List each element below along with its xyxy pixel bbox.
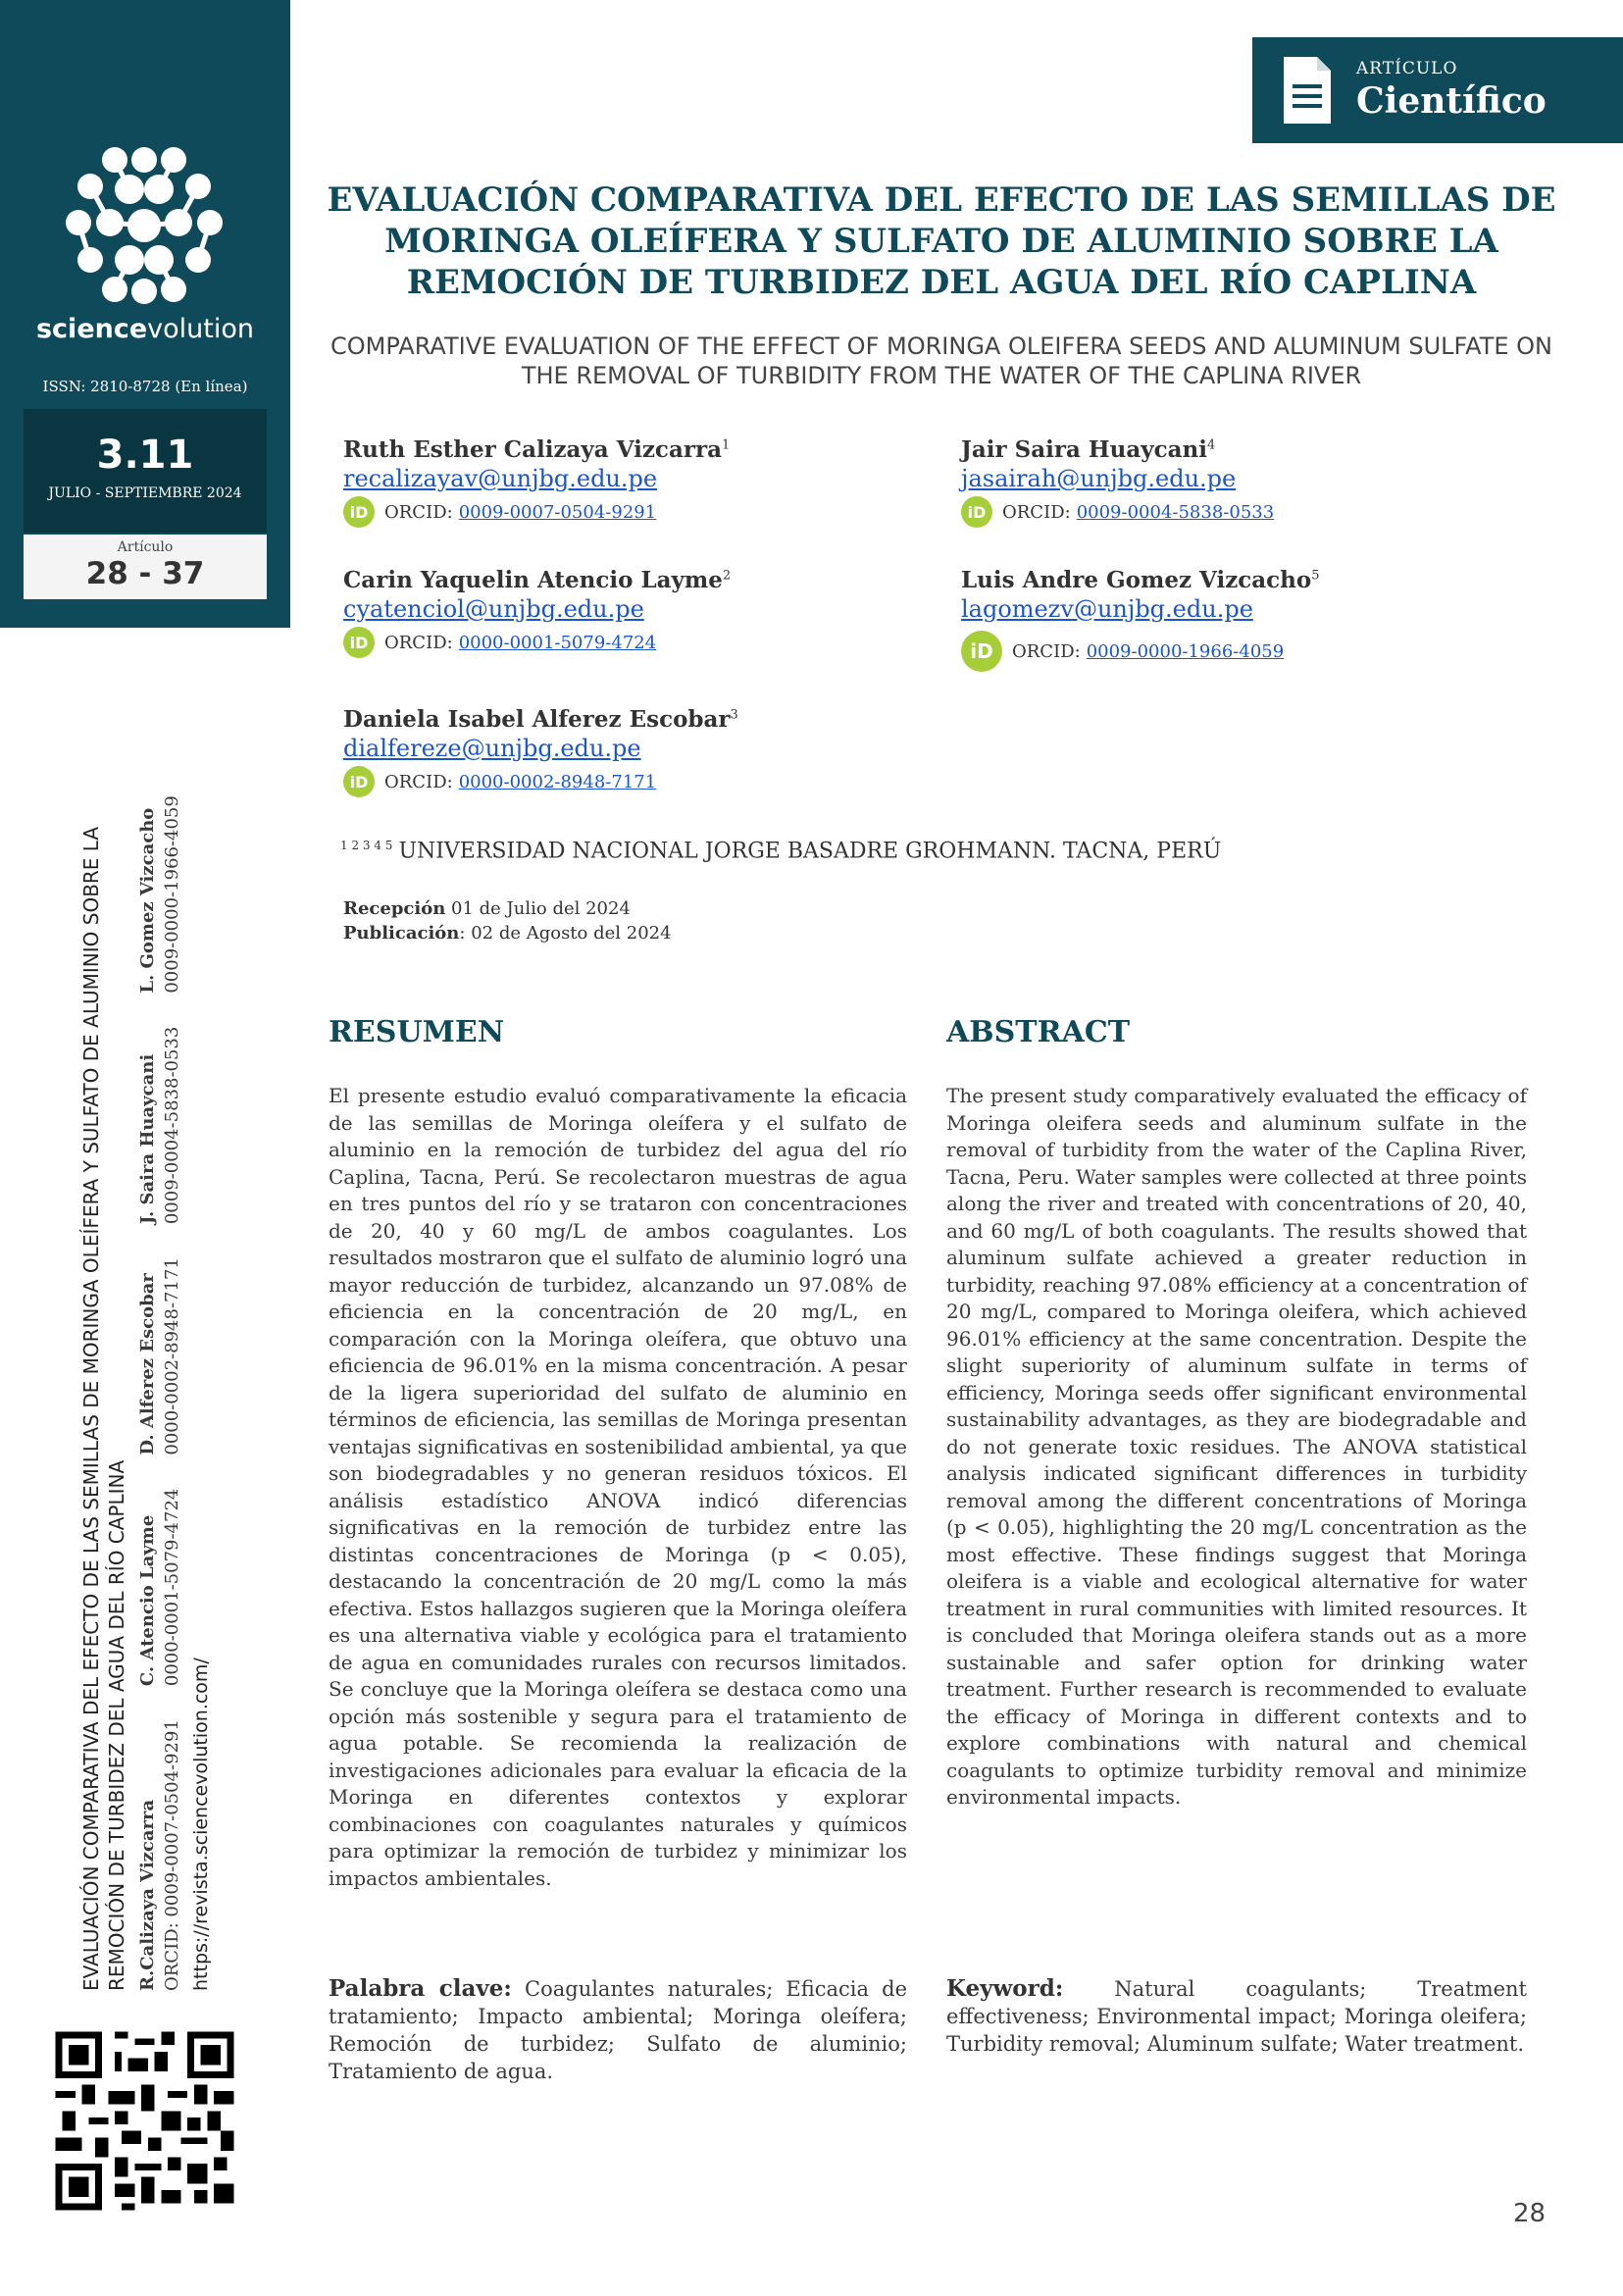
orcid-row: iD ORCID: 0009-0000-1966-4059 (961, 631, 1320, 672)
volume-period: JULIO - SEPTIEMBRE 2024 (48, 485, 242, 501)
badge-type-small: ARTÍCULO (1356, 59, 1458, 78)
article-subtitle: COMPARATIVE EVALUATION OF THE EFFECT OF MORINGA OLEIFERA SEEDS AND ALUMINUM SULFATE ON THE REMOVAL OF TURBIDITY FROM THE WATER OF THE CAPLINA RIVER (330, 332, 1552, 389)
publication-date: Publicación: 02 de Agosto del 2024 (343, 923, 672, 944)
journal-url-link[interactable]: https://revista.sciencevolution.com/ (190, 1658, 212, 1991)
issn: ISSN: 2810-8728 (En línea) (42, 378, 248, 395)
author-name: Carin Yaquelin Atencio Layme$^2$ (343, 567, 732, 593)
abstract-keywords: Keyword: Natural coagulants; Treatment effectiveness; Environmental impact; Moringa oleifera; Turbidity removal; Aluminum sulfate; Water treatment. (946, 1975, 1527, 2056)
orcid-icon: iD (343, 766, 375, 797)
orcid-link[interactable]: 0009-0000-1966-4059 (1086, 640, 1285, 662)
vertical-author: C. Atencio Layme 0000-0001-5079-4724 (137, 1488, 182, 1687)
author-block (343, 706, 738, 797)
abstract-heading: ABSTRACT (946, 1015, 1131, 1049)
orcid-row: iD ORCID: 0000-0001-5079-4724 (343, 627, 731, 658)
orcid-icon: iD (961, 631, 1002, 672)
article-pages: 28 - 37 (85, 556, 205, 591)
article-type-badge (1252, 37, 1623, 143)
author-name: Luis Andre Gomez Vizcacho$^5$ (961, 567, 1320, 593)
article-dates (343, 896, 672, 945)
vertical-authors (135, 657, 184, 1991)
journal-sidebar (0, 0, 290, 628)
molecule-logo-icon (61, 142, 228, 309)
qr-code-icon[interactable] (49, 2025, 240, 2217)
vertical-author: D. Alferez Escobar 0000-0002-8948-7171 (137, 1257, 182, 1455)
document-icon (1280, 55, 1335, 126)
abstract-text: The present study comparatively evaluated the efficacy of Moringa oleifera seeds and aluminum sulfate in the removal of turbidity from the water of the Caplina River, Tacna, Peru. Water samples were collected at three points along the river and treated with concentrations of 20, 40, and 60 mg/L of both coagulants. The results showed that aluminum sulfate achieved a greater reduction in turbidity, reaching 97.08% efficiency at a concentration of 20 mg/L, compared to Moringa oleifera, which achieved 96.01% efficiency at the same concentration. Despite the slight superiority of aluminum sulfate in terms of efficiency, Moringa seeds offer significant environmental sustainability advantages, as they are biodegradable and do not generate toxic residues. The ANOVA statistical analysis indicated significant differences in turbidity removal among the different concentrations of Moringa (p < 0.05), highlighting the 20 mg/L concentration as the most effective. These findings suggest that Moringa oleifera is a viable and ecological alternative for water treatment in rural communities with limited resources. It is concluded that Moringa oleifera stands out as a more sustainable and safer option for drinking water treatment. Further research is recommended to evaluate the efficacy of Moringa in different contexts and to explore combinations with natural and chemical coagulants to optimize turbidity removal and minimize environmental impacts. (946, 1084, 1527, 1809)
orcid-row: iD ORCID: 0009-0007-0504-9291 (343, 496, 730, 528)
orcid-icon: iD (343, 496, 375, 528)
orcid-icon: iD (961, 496, 992, 528)
vertical-author: L. Gomez Vizcacho 0009-0000-1966-4059 (137, 795, 182, 994)
vertical-title-line2: REMOCIÓN DE TURBIDEZ DEL AGUA DEL RÍO CAPLINA (105, 1459, 128, 1991)
author-email-link[interactable]: lagomezv@unjbg.edu.pe (961, 595, 1253, 623)
volume-number: 3.11 (96, 433, 194, 478)
orcid-link[interactable]: 0009-0007-0504-9291 (458, 501, 657, 523)
orcid-link[interactable]: 0000-0001-5079-4724 (458, 632, 657, 653)
resumen-heading: RESUMEN (329, 1015, 505, 1049)
orcid-row: iD ORCID: 0000-0002-8948-7171 (343, 766, 738, 797)
reception-date: Recepción 01 de Julio del 2024 (343, 898, 631, 919)
author-name: Daniela Isabel Alferez Escobar$^3$ (343, 706, 738, 733)
author-block (961, 567, 1320, 672)
author-block (343, 436, 730, 528)
article-pages-box (24, 535, 267, 599)
author-block (961, 436, 1274, 528)
author-name: Ruth Esther Calizaya Vizcarra$^1$ (343, 436, 731, 463)
vertical-author: J. Saira Huaycani 0009-0004-5838-0533 (137, 1026, 182, 1225)
article-label: Artículo (117, 539, 174, 555)
author-block (343, 567, 731, 658)
resumen-text: El presente estudio evaluó comparativamente la eficacia de las semillas de Moringa oleífera y el sulfato de aluminio en la remoción de turbidez del agua del río Caplina, Tacna, Perú. Se recolectaron muestras de agua en tres puntos del río y se trataron con concentraciones de 20, 40 y 60 mg/L de ambos coagulantes. Los resultados mostraron que el sulfato de aluminio logró una mayor reducción de turbidez, alcanzando un 97.08% de eficiencia en la concentración de 20 mg/L, en comparación con la Moringa oleífera, que obtuvo una eficiencia de 96.01% en la misma concentración. A pesar de la ligera superioridad del sulfato de aluminio en términos de eficiencia, las semillas de Moringa presentan ventajas significativas en sostenibilidad ambiental, ya que son biodegradables y no generan residuos tóxicos. El análisis estadístico ANOVA indicó diferencias significativas en la remoción de turbidez entre las distintas concentraciones de Moringa (p < 0.05), destacando la concentración de 20 mg/L como la más efectiva. Estos hallazgos sugieren que la Moringa oleífera es una alternativa viable y ecológica para el tratamiento de agua en comunidades rurales con recursos limitados. Se concluye que la Moringa oleífera se destaca como una opción más sostenible y segura para el tratamiento de agua potable. Se recomienda la realización de investigaciones adicionales para evaluar la eficacia de la Moringa en diferentes contextos y explorar combinaciones con coagulantes naturales y químicos para optimizar la remoción de turbidez y minimizar los impactos ambientales. (329, 1084, 907, 1890)
author-email-link[interactable]: jasairah@unjbg.edu.pe (961, 465, 1237, 492)
author-email-link[interactable]: cyatenciol@unjbg.edu.pe (343, 595, 644, 623)
author-email-link[interactable]: recalizayav@unjbg.edu.pe (343, 465, 658, 492)
vertical-title-line1: EVALUACIÓN COMPARATIVA DEL EFECTO DE LAS SEMILLAS DE MORINGA OLEÍFERA Y SULFATO DE ALUMINIO SOBRE LA (79, 826, 103, 1991)
orcid-row: iD ORCID: 0009-0004-5838-0533 (961, 496, 1274, 528)
author-name: Jair Saira Huaycani$^4$ (961, 436, 1216, 463)
resumen-keywords: Palabra clave: Coagulantes naturales; Eficacia de tratamiento; Impacto ambiental; Moringa oleífera; Remoción de turbidez; Sulfato de aluminio; Tratamiento de agua. (329, 1975, 907, 2083)
badge-type-big: Científico (1356, 80, 1547, 122)
page-number: 28 (1513, 2199, 1547, 2228)
journal-brand: sciencevolution (35, 314, 255, 344)
article-title: EVALUACIÓN COMPARATIVA DEL EFECTO DE LAS SEMILLAS DE MORINGA OLEÍFERA Y SULFATO DE ALUMINIO SOBRE LA REMOCIÓN DE TURBIDEZ DEL AGUA DEL RÍO CAPLINA (327, 180, 1556, 302)
vertical-author: R.Calizaya Vizcarra ORCID: 0009-0007-0504-9291 (137, 1719, 182, 1991)
affiliation: $^{1 2 3 4 5}$ UNIVERSIDAD NACIONAL JORGE BASADRE GROHMANN. TACNA, PERÚ (340, 839, 1222, 864)
orcid-icon: iD (343, 627, 375, 658)
orcid-link[interactable]: 0000-0002-8948-7171 (458, 771, 657, 792)
author-email-link[interactable]: dialfereze@unjbg.edu.pe (343, 735, 641, 762)
vertical-citation (78, 657, 245, 1991)
orcid-link[interactable]: 0009-0004-5838-0533 (1076, 501, 1275, 523)
volume-box (24, 409, 267, 533)
